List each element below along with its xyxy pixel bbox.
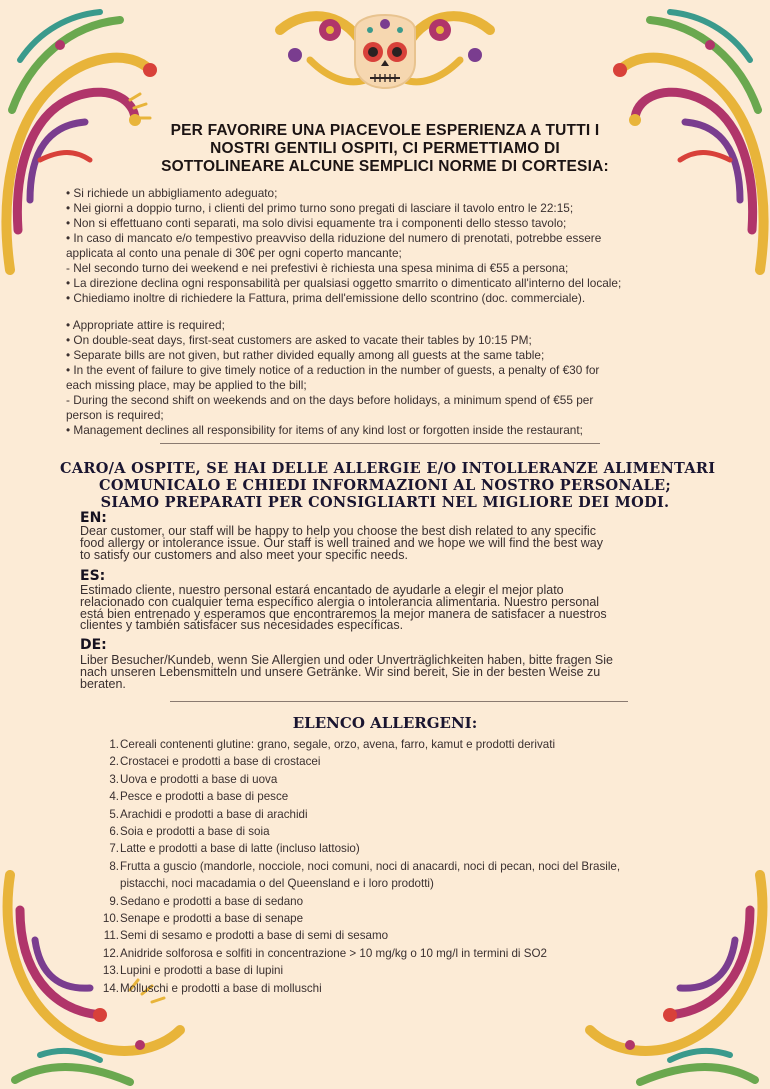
item-number: 1. — [109, 738, 119, 751]
lang-line: está bien entrenado y esperamos que encontraremos la mejor manera de satisfacer a nuestros — [80, 606, 607, 621]
rule-line: - Nel secondo turno dei weekend e nei prefestivi è richiesta una spesa minima di €55 a persona; — [66, 261, 569, 275]
rule-line: • Si richiede un abbigliamento adeguato; — [66, 186, 278, 200]
lang-line: nach unseren Lebensmitteln und unsere Getränke. Wir sind bereit, Sie in der besten Weise zu — [80, 664, 601, 679]
item-text: Cereali contenenti glutine: grano, segale, orzo, avena, farro, kamut e prodotti derivati — [120, 738, 556, 751]
lang-line: clientes y también satisfacer sus necesidades específicas. — [80, 618, 404, 633]
lang-label-es: ES: — [80, 568, 106, 584]
lang-text-es — [80, 585, 710, 632]
rule-line: • Non si effettuano conti separati, ma solo divisi equamente tra i componenti dello stesso tavolo; — [66, 216, 567, 230]
item-number: 11. — [103, 929, 119, 943]
rules-english — [66, 318, 716, 438]
rule-line: each missing place, may be applied to the bill; — [66, 378, 307, 392]
rule-line: • Chiediamo inoltre di richiedere la Fattura, prima dell'emissione dello scontrino (doc. commerciale). — [66, 291, 586, 305]
item-text: Frutta a guscio (mandorle, nocciole, noci comuni, noci di anacardi, noci di pecan, noci del Brasile, — [120, 859, 621, 873]
lang-label-de: DE: — [80, 637, 107, 653]
allergy-heading-line: SIAMO PREPARATI PER CONSIGLIARTI NEL MIGLIORE DEI MODI. — [100, 494, 670, 511]
item-number: 4. — [109, 790, 119, 804]
rule-line: • In the event of failure to give timely notice of a reduction in the number of guests, a penalty of €30 for — [66, 363, 600, 377]
item-text: Sedano e prodotti a base di sedano — [120, 894, 304, 908]
divider — [170, 701, 628, 702]
item-number: 14. — [102, 981, 119, 995]
lang-line: Estimado cliente, nuestro personal estará encantado de ayudarle a elegir el mejor plato — [80, 583, 564, 597]
lang-line: to satisfy our customers and also meet your specific needs. — [80, 547, 408, 562]
rule-line: • La direzione declina ogni responsabilità per qualsiasi oggetto smarrito o dimenticato all'interno del locale; — [66, 276, 622, 290]
lang-line: food allergy or intolerance issue. Our staff is well trained and we hope we will find the best way — [80, 535, 603, 550]
item-text: Lupini e prodotti a base di lupini — [120, 964, 284, 978]
lang-text-de — [80, 655, 710, 690]
item-text: Anidride solforosa e solfiti in concentrazione > 10 mg/kg o 10 mg/l in termini di SO2 — [120, 946, 547, 960]
allergy-heading-line: CARO/A OSPITE, SE HAI DELLE ALLERGIE E/O INTOLLERANZE ALIMENTARI — [60, 460, 716, 477]
rule-line: applicata al conto una penale di 30€ per ogni coperto mancante; — [66, 246, 402, 260]
item-number: 9. — [109, 894, 119, 908]
rule-line: • Separate bills are not given, but rather divided equally among all guests at the same table; — [66, 348, 545, 362]
item-text: Senape e prodotti a base di senape — [120, 912, 304, 925]
rule-line: - During the second shift on weekends and on the days before holidays, a minimum spend of €55 per — [66, 393, 594, 407]
rule-line: • On double-seat days, first-seat customers are asked to vacate their tables by 10:15 PM; — [66, 333, 532, 347]
item-number: 6. — [109, 825, 119, 838]
heading-line: SOTTOLINEARE ALCUNE SEMPLICI NORME DI CORTESIA: — [161, 158, 609, 175]
item-number: 8. — [109, 859, 119, 873]
item-number: 10. — [102, 912, 119, 925]
item-number: 12. — [102, 946, 119, 960]
lang-line: relacionado con cualquier tema específico alergia o intolerancia alimentaria. Nuestro personal — [80, 594, 600, 609]
courtesy-rules-heading — [120, 122, 650, 176]
rules-italian — [66, 186, 716, 306]
item-number: 5. — [109, 807, 119, 821]
allergen-list-title: ELENCO ALLERGENI: — [292, 714, 478, 732]
item-number: 2. — [109, 755, 119, 769]
rule-line: • Management declines all responsibility for items of any kind lost or forgotten inside the restaurant; — [66, 423, 583, 437]
bottom-right-floral-ornament-icon — [580, 870, 770, 1089]
item-number: 7. — [109, 842, 119, 856]
heading-line: PER FAVORIRE UNA PIACEVOLE ESPERIENZA A TUTTI I — [170, 122, 600, 139]
lang-line: Dear customer, our staff will be happy to help you choose the best dish related to any specific — [80, 524, 597, 538]
item-text: Pesce e prodotti a base di pesce — [120, 790, 289, 804]
lang-label-en: EN: — [80, 510, 107, 526]
item-number: 3. — [109, 772, 119, 786]
allergy-notice-heading — [60, 460, 716, 511]
item-text: Molluschi e prodotti a base di molluschi — [120, 981, 322, 995]
lang-line: beraten. — [80, 676, 126, 691]
heading-line: NOSTRI GENTILI OSPITI, CI PERMETTIAMO DI — [210, 140, 560, 157]
item-text: Crostacei e prodotti a base di crostacei — [120, 755, 321, 769]
item-number: 13. — [102, 964, 119, 978]
rule-line: • Nei giorni a doppio turno, i clienti del primo turno sono pregati di lasciare il tavolo entro le 22:15; — [66, 201, 574, 215]
rule-line: person is required; — [66, 408, 164, 422]
item-text: Soia e prodotti a base di soia — [120, 825, 270, 838]
item-text: Arachidi e prodotti a base di arachidi — [120, 807, 308, 821]
rule-line: • In caso di mancato e/o tempestivo preavviso della riduzione del numero di prenotati, potrebbe essere — [66, 231, 602, 245]
item-text: Semi di sesamo e prodotti a base di semi di sesamo — [120, 929, 389, 943]
rule-line: • Appropriate attire is required; — [66, 318, 225, 332]
divider — [160, 443, 600, 444]
item-text: Latte e prodotti a base di latte (incluso lattosio) — [120, 842, 360, 856]
allergy-heading-line: COMUNICALO E CHIEDI INFORMAZIONI AL NOSTRO PERSONALE; — [98, 477, 672, 494]
sugar-skull-icon — [270, 0, 500, 110]
item-text: Uova e prodotti a base di uova — [120, 772, 278, 786]
lang-text-en — [80, 526, 710, 561]
item-text: pistacchi, noci macadamia o del Queensland e i loro prodotti) — [120, 877, 434, 891]
lang-line: Liber Besucher/Kundeb, wenn Sie Allergien und oder Unverträglichkeiten haben, bitte fragen Sie — [80, 653, 613, 667]
